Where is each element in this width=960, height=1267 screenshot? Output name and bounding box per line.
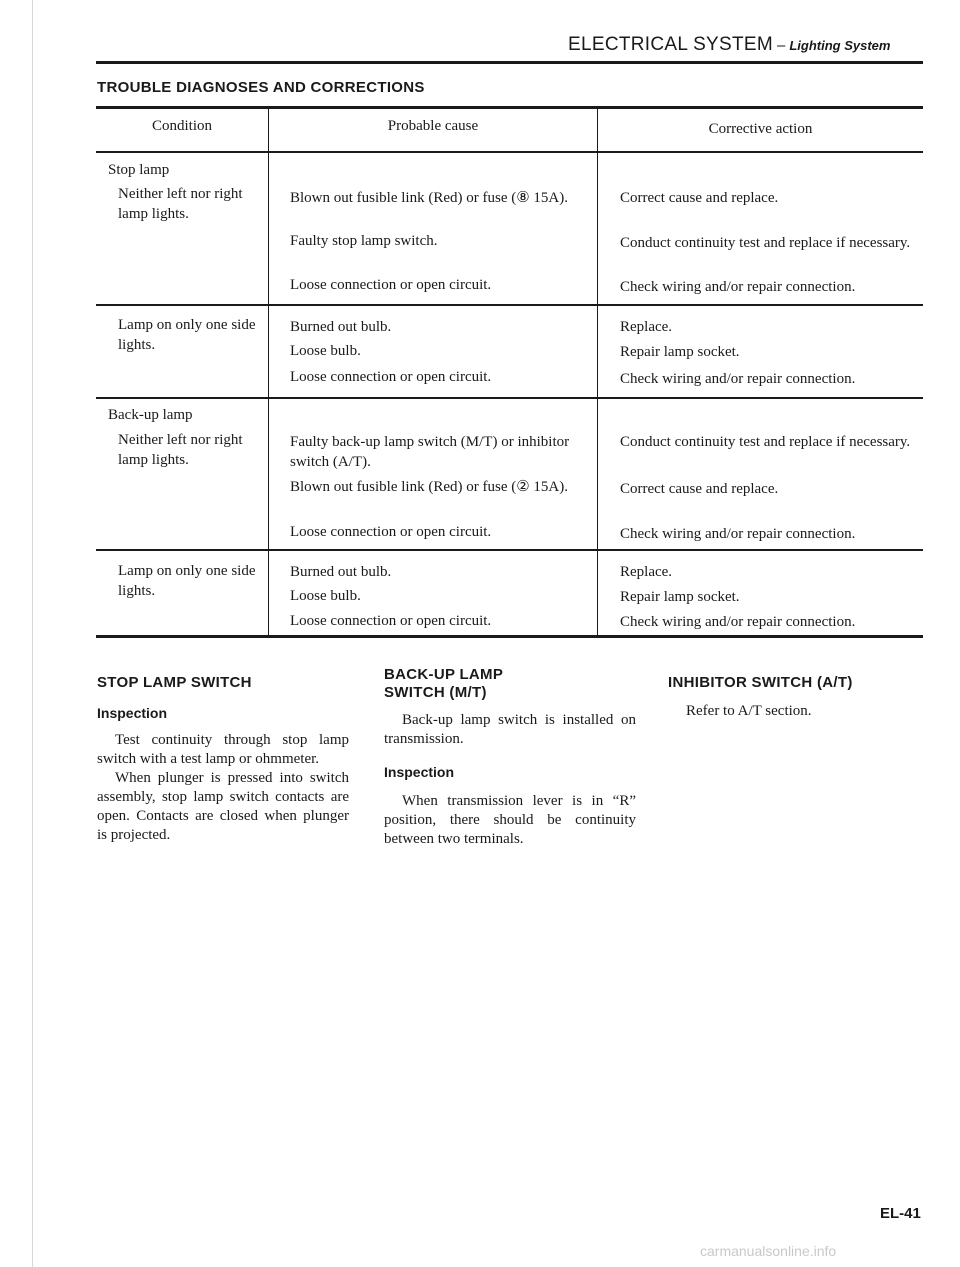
watermark: carmanualsonline.info [700,1243,837,1259]
page-number: EL-41 [880,1205,921,1222]
cause-cell: Burned out bulb. [290,319,392,335]
cause-cell: Loose bulb. [290,588,361,604]
action-cell: Replace. [620,319,673,335]
stop-lamp-switch-para: Test continuity through stop lamp switch with a test lamp or ohmmeter. [97,732,349,767]
cause-cell: Loose connection or open circuit. [290,369,492,385]
column-divider [597,106,598,638]
stop-lamp-switch-para: When plunger is pressed into switch assembly, stop lamp switch contacts are open. Contacts are closed when plunger is projected. [97,770,349,843]
cause-cell: Loose bulb. [290,343,361,359]
stop-lamp-switch-section [97,674,349,845]
action-cell: Repair lamp socket. [620,589,740,605]
header-subtitle: Lighting System [789,38,891,53]
binding-edge [32,0,33,1267]
section-title: TROUBLE DIAGNOSES AND CORRECTIONS [97,79,425,96]
cause-cell: Loose connection or open circuit. [290,524,492,540]
table-rule [96,397,923,399]
table-header-rule [96,151,923,153]
back-up-lamp-switch-para: Back-up lamp switch is installed on transmission. [384,712,636,747]
cause-cell: Faulty back-up lamp switch (M/T) or inhibitor switch (A/T). [290,434,570,470]
header-title: ELECTRICAL SYSTEM [568,34,773,55]
header-condition: Condition [151,118,212,134]
cause-cell: Faulty stop lamp switch. [290,233,438,249]
table-rule [96,304,923,306]
inhibitor-switch-title: INHIBITOR SWITCH (A/T) [668,674,853,691]
cause-cell: Blown out fusible link (Red) or fuse (⑧ 15A). [290,190,568,206]
back-up-lamp-switch-subtitle: Inspection [384,764,455,780]
action-cell: Conduct continuity test and replace if necessary. [620,434,911,450]
diagnosis-table [96,106,923,638]
cause-cell: Blown out fusible link (Red) or fuse (② 15A). [290,479,568,495]
group-heading-back-up-lamp: Back-up lamp [108,407,193,423]
cause-cell: Burned out bulb. [290,564,392,580]
cause-cell: Loose connection or open circuit. [290,277,492,293]
back-up-lamp-switch-title: BACK-UP LAMP SWITCH (M/T) [384,666,503,701]
action-cell: Correct cause and replace. [620,481,779,497]
condition-cell: Lamp on only one side lights. [118,563,256,599]
header-corrective-action: Corrective action [708,121,813,137]
stop-lamp-switch-subtitle: Inspection [97,705,168,721]
group-heading-stop-lamp: Stop lamp [108,162,170,178]
header-probable-cause: Probable cause [387,118,479,134]
condition-cell: Lamp on only one side lights. [118,317,256,353]
condition-cell: Neither left nor right lamp lights. [118,186,243,222]
table-bottom-rule [96,635,923,638]
action-cell: Correct cause and replace. [620,190,779,206]
action-cell: Check wiring and/or repair connection. [620,614,856,630]
stop-lamp-switch-title: STOP LAMP SWITCH [97,674,252,691]
cause-cell: Loose connection or open circuit. [290,613,492,629]
action-cell: Check wiring and/or repair connection. [620,526,856,542]
action-cell: Check wiring and/or repair connection. [620,279,856,295]
back-up-lamp-switch-section [384,666,636,849]
action-cell: Repair lamp socket. [620,344,740,360]
back-up-lamp-switch-para: When transmission lever is in “R” position, there should be continuity between two terminals. [384,793,636,847]
action-cell: Check wiring and/or repair connection. [620,371,856,387]
header-rule [96,61,923,64]
action-cell: Conduct continuity test and replace if necessary. [620,235,911,251]
inhibitor-switch-para: Refer to A/T section. [686,703,812,719]
action-cell: Replace. [620,564,673,580]
table-rule [96,549,923,551]
inhibitor-switch-section [668,674,924,721]
table-top-rule [96,106,923,109]
condition-cell: Neither left nor right lamp lights. [118,432,243,468]
header-separator: – [777,37,786,54]
page-header [568,34,890,56]
column-divider [268,106,269,638]
